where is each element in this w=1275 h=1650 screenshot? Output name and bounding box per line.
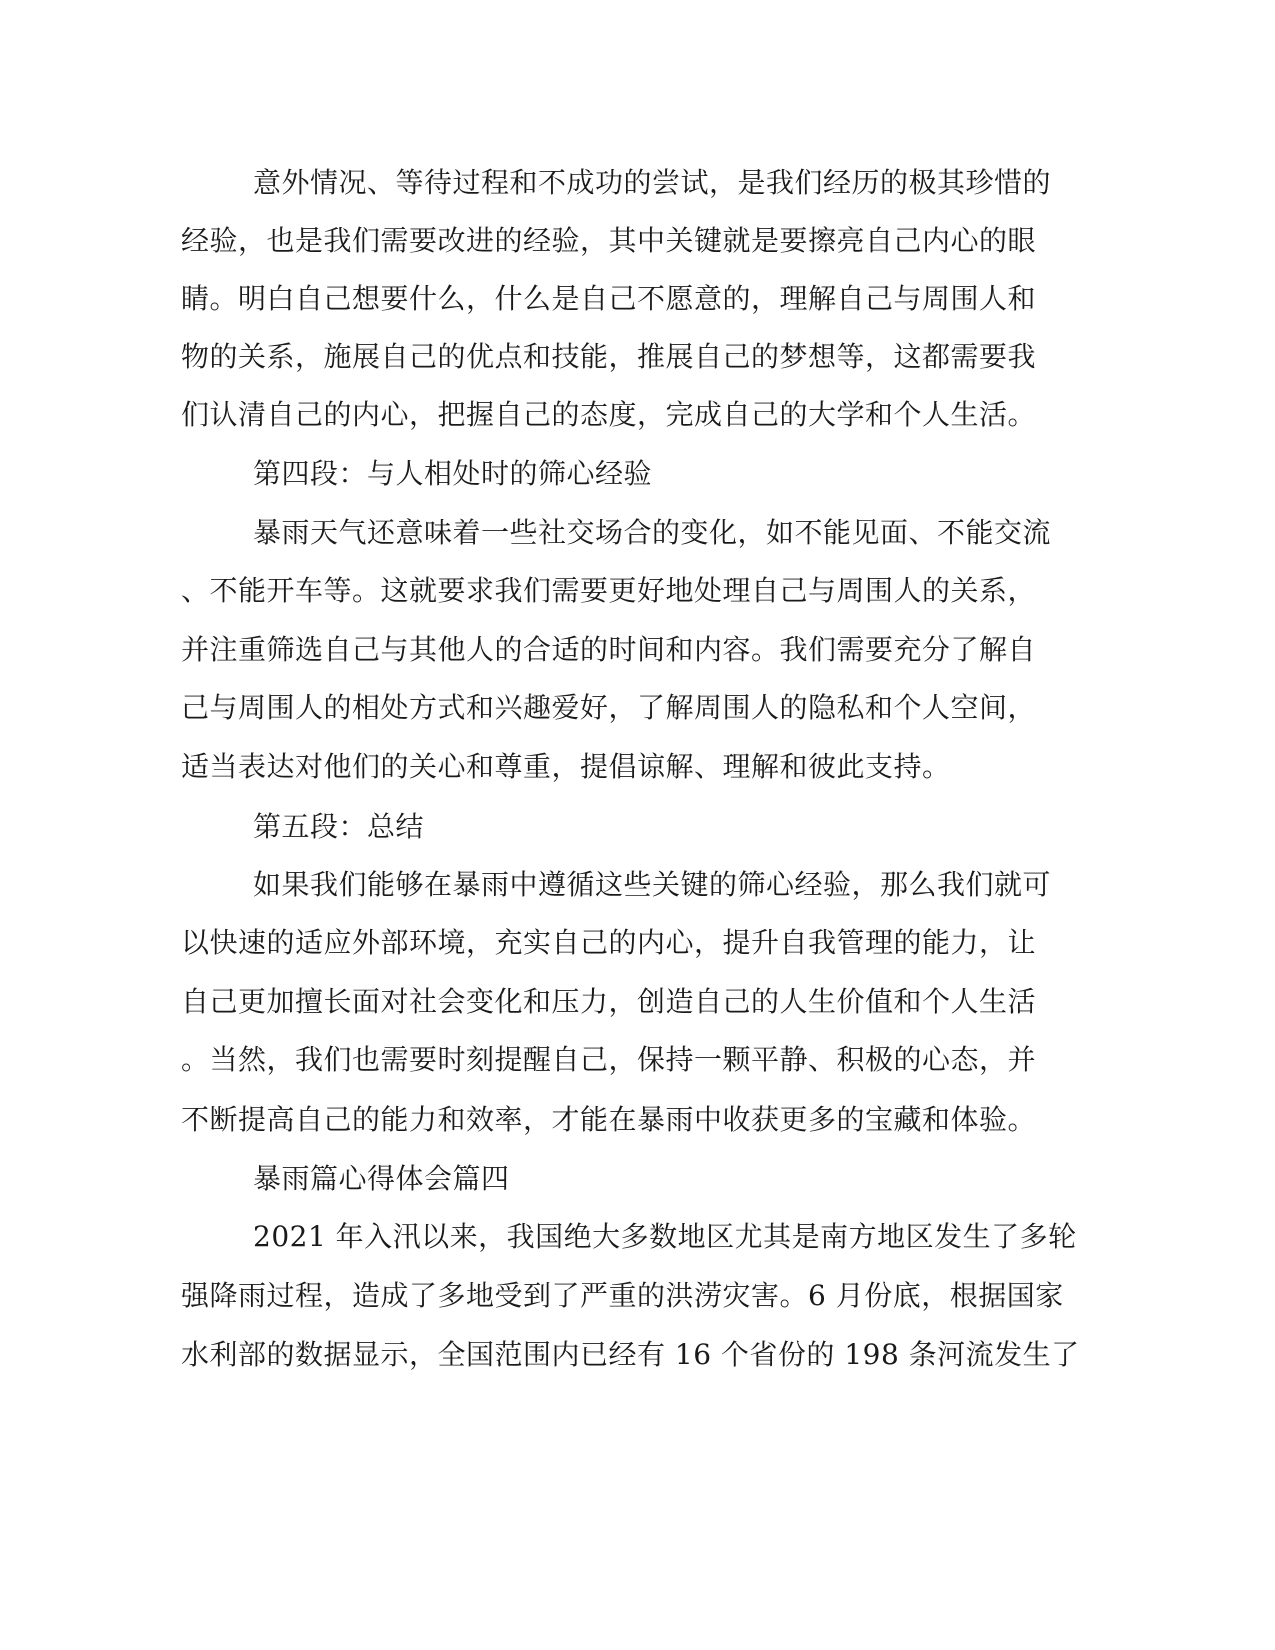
body-text-line: 自己更加擅长面对社会变化和压力，创造自己的人生价值和个人生活	[181, 985, 1037, 1018]
section-heading: 第四段：与人相处时的筛心经验	[253, 457, 653, 490]
body-text-line: 们认清自己的内心，把握自己的态度，完成自己的大学和个人生活。	[181, 398, 1037, 431]
body-text-line: 睛。明白自己想要什么，什么是自己不愿意的，理解自己与周围人和	[181, 282, 1037, 315]
body-text-line: 水利部的数据显示，全国范围内已经有 16 个省份的 198 条河流发生了	[181, 1338, 1080, 1371]
body-text-line: 。当然，我们也需要时刻提醒自己，保持一颗平静、积极的心态，并	[181, 1043, 1037, 1076]
body-text-line: 如果我们能够在暴雨中遵循这些关键的筛心经验，那么我们就可	[253, 868, 1052, 901]
body-text-line: 、不能开车等。这就要求我们需要更好地处理自己与周围人的关系，	[181, 574, 1037, 607]
body-text-line: 适当表达对他们的关心和尊重，提倡谅解、理解和彼此支持。	[181, 750, 951, 783]
body-text-line: 以快速的适应外部环境，充实自己的内心，提升自我管理的能力，让	[181, 926, 1037, 959]
body-text-line: 并注重筛选自己与其他人的合适的时间和内容。我们需要充分了解自	[181, 633, 1037, 666]
body-text-line: 意外情况、等待过程和不成功的尝试，是我们经历的极其珍惜的	[253, 166, 1052, 199]
body-text-line: 2021 年入汛以来，我国绝大多数地区尤其是南方地区发生了多轮	[253, 1220, 1077, 1253]
section-heading: 暴雨篇心得体会篇四	[253, 1162, 510, 1195]
body-text-line: 经验，也是我们需要改进的经验，其中关键就是要擦亮自己内心的眼	[181, 224, 1037, 257]
body-text-line: 不断提高自己的能力和效率，才能在暴雨中收获更多的宝藏和体验。	[181, 1103, 1037, 1136]
section-heading: 第五段：总结	[253, 810, 425, 843]
body-text-line: 物的关系，施展自己的优点和技能，推展自己的梦想等，这都需要我	[181, 340, 1037, 373]
body-text-line: 己与周围人的相处方式和兴趣爱好，了解周围人的隐私和个人空间，	[181, 691, 1037, 724]
body-text-line: 强降雨过程，造成了多地受到了严重的洪涝灾害。6 月份底，根据国家	[181, 1279, 1064, 1312]
body-text-line: 暴雨天气还意味着一些社交场合的变化，如不能见面、不能交流	[253, 516, 1052, 549]
